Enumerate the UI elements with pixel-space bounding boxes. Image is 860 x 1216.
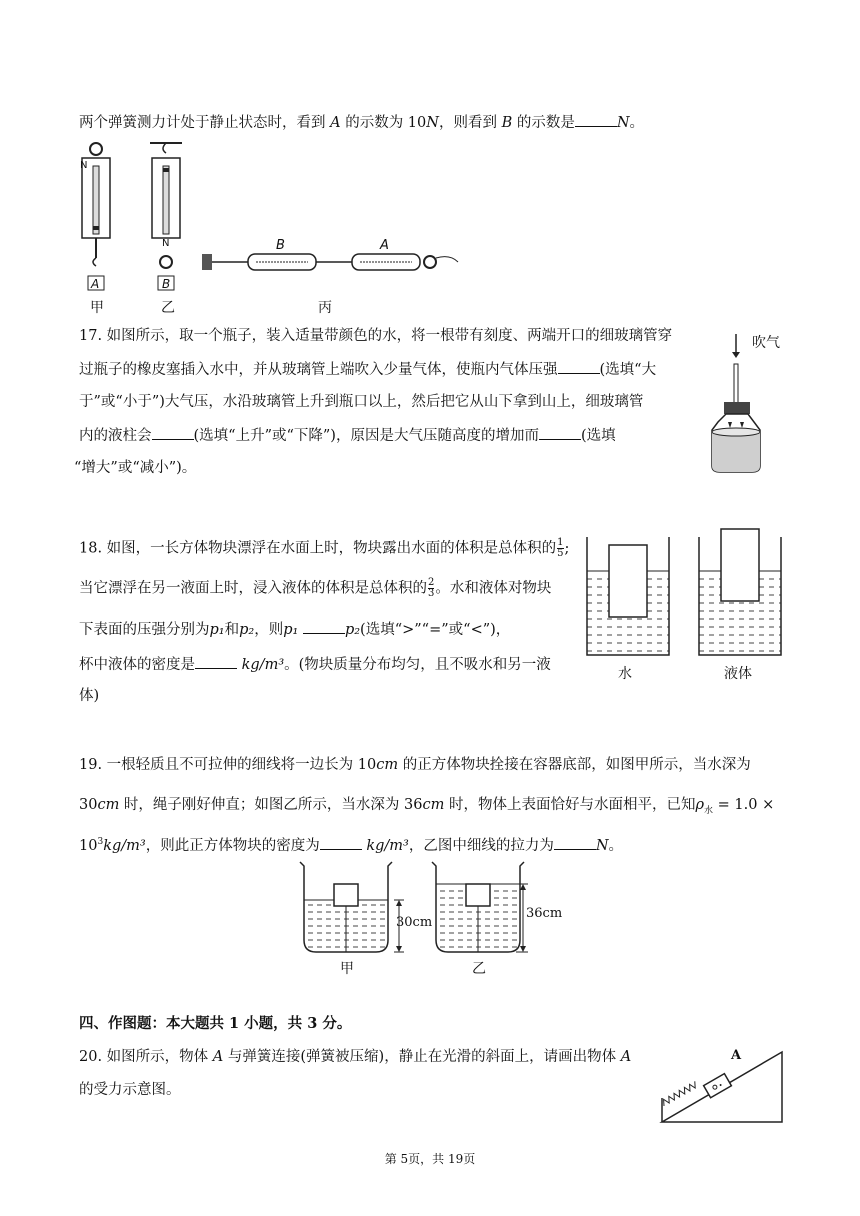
section-title: 四、作图题：本大题共 1 小题，共 3 分。 <box>79 1015 352 1032</box>
q17-line-1: 17. 如图所示，取一个瓶子，装入适量带颜色的水，将一根带有刻度、两端开口的细玻璃管穿 <box>79 328 673 344</box>
q18-line-1: 18. 如图，一长方体物块漂浮在水面上时，物块露出水面的体积是总体积的 $\frac{1}{5}$ ; <box>79 537 570 559</box>
page-footer: 第 5页，共 19页 <box>384 1152 476 1166</box>
depth-label-36: 36cm <box>526 906 563 921</box>
q20-line-1: 20. 如图所示，物体 A 与弹簧连接(弹簧被压缩)，静止在光滑的斜面上，请画出物体 A <box>79 1049 632 1065</box>
figure-label-yi: 乙 <box>161 300 175 316</box>
block-label-a: A <box>731 1048 742 1063</box>
q20-line-2: 的受力示意图。 <box>79 1082 181 1098</box>
answer-blank <box>152 425 194 440</box>
incline-figure <box>660 1050 785 1125</box>
q17-line-3: 于”或“小于”)大气压，水沿玻璃管上升到瓶口以上，然后把它从山下拿到山上，细玻璃管 <box>79 394 644 410</box>
figure-label-liquid: 液体 <box>724 666 752 682</box>
q18-line-2: 当它漂浮在另一液面上时，浸入液体的体积是总体积的 $\frac{2}{3}$ 。水和液体对物块 <box>79 577 552 599</box>
q16-line: 两个弹簧测力计处于静止状态时，看到 A 的示数为 10N，则看到 B 的示数是 N。 <box>79 112 644 133</box>
container-figure-jia <box>298 860 438 960</box>
answer-blank <box>558 359 600 374</box>
figure-label-water: 水 <box>618 666 632 682</box>
answer-blank <box>554 835 596 850</box>
spring-scale-figure-yi <box>146 140 196 300</box>
q17-line-2: 过瓶子的橡皮塞插入水中，并从玻璃管上端吹入少量气体，使瓶内气体压强 (选填“大 <box>79 359 656 380</box>
answer-blank <box>539 425 581 440</box>
answer-blank <box>320 835 362 850</box>
block-letter-a: A <box>91 277 100 291</box>
liquid-beaker-figure <box>697 535 787 660</box>
q17-line-4: 内的液柱会 (选填“上升”或“下降”)，原因是大气压随高度的增加而 (选填 <box>79 425 616 446</box>
q19-line-3: $10^3kg/m^3$，则此正方体物块的密度为 kg/m³，乙图中细线的拉力为 N。 <box>79 832 623 856</box>
q18-line-3: 下表面的压强分别为p₁和p₂，则p₁ p₂(选填“>”“=”或“<”)， <box>79 619 510 640</box>
spring-letter-b: B <box>276 238 285 253</box>
figure-label-jia-2: 甲 <box>340 961 354 977</box>
answer-blank <box>575 112 617 127</box>
bottle-figure <box>704 330 784 480</box>
q17-line-5: “增大”或“减小”)。 <box>74 460 197 476</box>
scale-letter-n: N <box>80 160 88 171</box>
spring-scale-figure-bing <box>200 240 460 290</box>
figure-label-bing: 丙 <box>318 300 332 316</box>
figure-label-jia: 甲 <box>90 300 104 316</box>
water-beaker-figure <box>585 535 675 660</box>
answer-blank <box>195 654 237 669</box>
scale-letter-n-2: N <box>162 238 170 249</box>
spring-letter-a: A <box>380 238 389 253</box>
q19-line-1: 19. 一根轻质且不可拉伸的细线将一边长为 10cm 的正方体物块拴接在容器底部，如图甲所示，当水深为 <box>79 757 751 773</box>
blow-label: 吹气 <box>752 335 780 351</box>
figure-label-yi-2: 乙 <box>472 961 486 977</box>
block-letter-b: B <box>162 277 171 291</box>
q19-line-2: 30cm 时，绳子刚好伸直；如图乙所示，当水深为 36cm 时，物体上表面恰好与水面相平，已知$\rho_水 = 1.0$ × <box>79 797 775 816</box>
answer-blank <box>303 619 345 634</box>
depth-label-30: 30cm <box>396 915 433 930</box>
q18-line-4: 杯中液体的密度是 kg/m³。(物块质量分布均匀，且不吸水和另一液 <box>79 654 551 675</box>
q18-line-5: 体) <box>79 688 100 704</box>
